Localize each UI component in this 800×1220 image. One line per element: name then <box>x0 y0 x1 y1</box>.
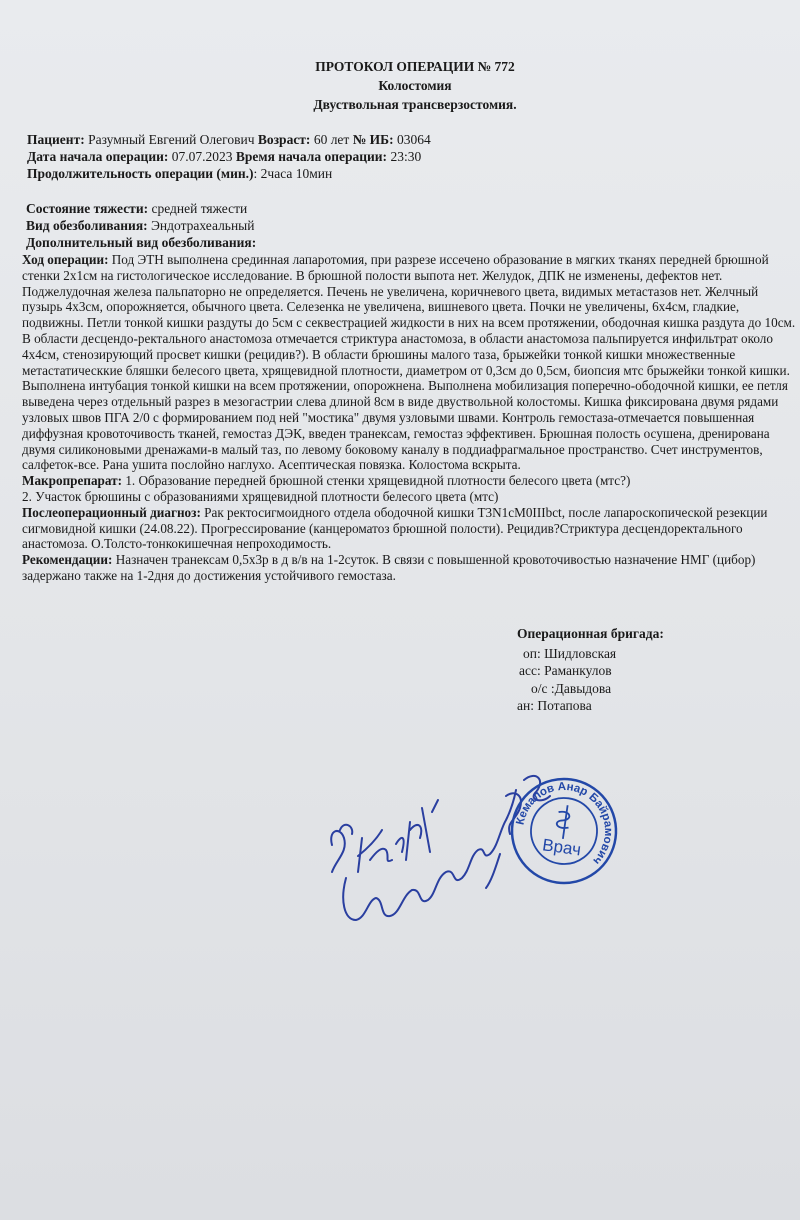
state-line <box>26 200 247 217</box>
team-assistant: асс: Раманкулов <box>519 663 612 678</box>
diagnosis-paragraph <box>22 505 800 552</box>
course-paragraph <box>22 252 800 473</box>
team-title: Операционная бригада: <box>517 626 664 641</box>
course-label: Ход операции: <box>22 252 109 267</box>
protocol-title: ПРОТОКОЛ ОПЕРАЦИИ № 772 <box>315 59 515 74</box>
duration-label: Продолжительность операции (мин.) <box>27 166 254 181</box>
ib-value: 03064 <box>393 132 431 147</box>
extra-anesthesia-label: Дополнительный вид обезболивания: <box>26 235 257 250</box>
operating-team <box>517 625 664 715</box>
date-value: 07.07.2023 <box>168 149 236 164</box>
recommendations-label: Рекомендации: <box>22 552 113 568</box>
stamp-center-text: Врач <box>541 835 583 860</box>
anesthesia-label: Вид обезболивания: <box>26 218 148 233</box>
age-value: 60 лет <box>310 132 353 147</box>
operation-type: Двуствольная трансверзостомия. <box>313 97 517 112</box>
stamp-ring-text: Кемалов Анар Байрамович <box>514 780 615 867</box>
anesthesia-line <box>26 217 254 234</box>
specimen-paragraph <box>22 473 800 489</box>
state-value: средней тяжести <box>148 201 248 216</box>
diagnosis-label: Послеоперационный диагноз: <box>22 504 201 520</box>
stamp-seal <box>508 775 620 887</box>
ib-label: № ИБ: <box>352 132 394 147</box>
specimen-item-2: 2. Участок брюшины с образованиями хрящевидной плотности белесого цвета (мтс) <box>22 488 499 504</box>
specimen-label: Макропрепарат: <box>22 473 123 489</box>
protocol-body <box>22 252 800 584</box>
time-label: Время начала операции: <box>235 149 388 164</box>
age-label: Возраст: <box>257 132 311 147</box>
recommendations-paragraph <box>22 552 800 584</box>
specimen-item-1: 1. Образование передней брюшной стенки хрящевидной плотности белесого цвета (мтс?) <box>122 473 631 489</box>
duration-line <box>27 165 332 182</box>
anesthesia-value: Эндотрахеальный <box>147 218 255 233</box>
state-label: Состояние тяжести: <box>26 201 149 216</box>
date-line <box>27 148 421 165</box>
signature-1 <box>331 800 438 872</box>
recommendations-text: Назначен транексам 0,5х3р в д в/в на 1-2суток. В связи с повышенной кровоточивостью назначение НМГ (цибор) задержано также на 1-2дня до достижения устойчивого гемостаза. <box>22 552 756 583</box>
time-value: 23:30 <box>387 149 422 164</box>
caduceus-icon <box>555 804 572 839</box>
diagnosis-text: Рак ректосигмоидного отдела ободочной кишки T3N1cM0IIIbct, после лапароскопической резекции сигмовидной кишки (24.08.22). Прогрессирование (канцероматоз брюшной полости). Рецидив?Стриктура десцендоректального анастомоза. О.Толсто-тонкокишечная непроходимость. <box>22 504 768 552</box>
patient-line <box>27 131 431 148</box>
operation-name: Колостомия <box>378 78 452 93</box>
date-label: Дата начала операции: <box>27 149 169 164</box>
document-header <box>0 57 800 114</box>
course-text: Под ЭТН выполнена срединная лапаротомия, при разрезе иссечено образование в мягких тканях передней брюшной стенки 2х1см на гистологическое исследование. В брюшной полости выпота нет. Желудок, ДПК не изменены, дефектов нет. Поджелудочная железа пальпаторно не определяется. Печень не увеличена, коричневого цвета, видимых метастазов нет. Желчный пузырь 4х3см, опорожняется, обычного цвета. Селезенка не увеличена, вишневого цвета. Почки не увеличены, 6х4см, гладкие, подвижны. Петли тонкой кишки раздуты до 5см с секвестрацией жидкости в них на всем протяжении, ободочная кишка раздута до 10см. В области десцендо-ректального анастомоза отмечается стриктура анастомоза, в области анастомоза пальпируется инфильтрат около 4х4см, стенозирующий просвет кишки (рецидив?). В области брюшины малого таза, брыжейки тонкой кишки множественные метастатическкие бляшки белесого цвета, хрящевидной плотности, диаметром от 0,3см до 0,5см, биопсия мтс брыжейки тонкой кишки. Выполнена интубация тонкой кишки на всем протяжении, опорожнена. Выполнена мобилизация поперечно-ободочной кишки, ее петля выведена через отдельный разрез в мезогастрии слева длиной 8см в виде двуствольной колостомы. Кишка фиксирована двумя рядами узловых швов ПГА 2/0 с формированием под ней "мостика" двумя узловыми швами. Контроль гемостаза-отмечается повышенная диффузная кровоточивость тканей, гемостаз ДЭК, введен транексам, гемостаз эффективен. Брюшная полость осушена, дренирована двумя силиконовыми дренажами-в малый таз, по левому боковому каналу в поддиафрагмальное пространство. Счет инструментов, салфеток-все. Рана ушита послойно наглухо. Асептическая повязка. Колостома вскрыта. <box>22 252 796 473</box>
patient-label: Пациент: <box>27 132 85 147</box>
patient-value: Разумный Евгений Олегович <box>84 132 258 147</box>
team-anesthesiologist: ан: Потапова <box>517 698 592 713</box>
duration-value: : 2часа 10мин <box>253 166 333 181</box>
team-surgeon: оп: Шидловская <box>523 645 617 661</box>
doctor-stamp <box>508 775 620 887</box>
extra-anesthesia-line <box>26 234 256 251</box>
team-nurse: о/с :Давыдова <box>531 680 612 696</box>
